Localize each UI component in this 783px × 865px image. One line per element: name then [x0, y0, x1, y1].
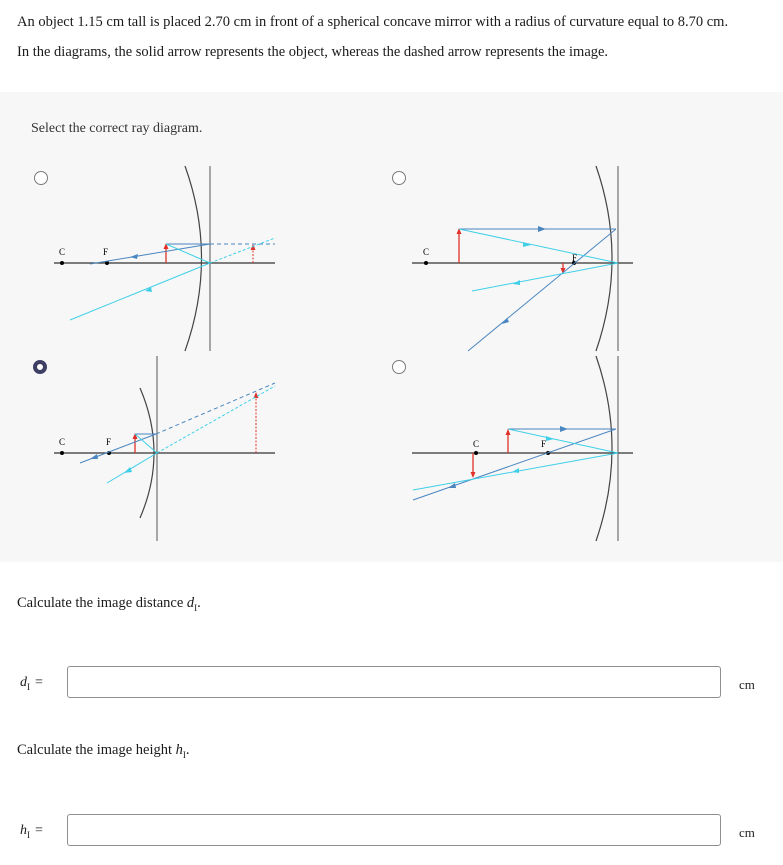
option-4-radio[interactable] [392, 360, 406, 374]
option-3-radio[interactable] [33, 360, 47, 374]
image-distance-input[interactable] [67, 666, 721, 698]
problem-statement: An object 1.15 cm tall is placed 2.70 cm in front of a spherical concave mirror with a radius of curvature equal to 8.70 cm. [17, 14, 729, 30]
image-height-input[interactable] [67, 814, 721, 846]
label-f: F [106, 437, 112, 447]
label-c: C [423, 247, 430, 257]
select-prompt: Select the correct ray diagram. [31, 121, 203, 136]
label-f: F [572, 253, 578, 263]
option-3-diagram[interactable] [50, 348, 280, 548]
distance-unit: cm [739, 677, 755, 692]
distance-label: $d_I$ = [20, 675, 43, 692]
option-2-radio[interactable] [392, 171, 406, 185]
center-point [60, 451, 64, 455]
height-unit: cm [739, 825, 755, 840]
label-f: F [541, 439, 547, 449]
center-point [60, 261, 64, 265]
label-c: C [59, 247, 66, 257]
height-label: $h_I$ = [20, 823, 43, 840]
option-1-diagram[interactable] [50, 158, 280, 358]
label-c: C [59, 437, 66, 447]
option-1-radio[interactable] [34, 171, 48, 185]
option-4-diagram[interactable] [408, 348, 638, 548]
height-prompt: Calculate the image height $h_I$. [17, 742, 190, 760]
diagram-note: In the diagrams, the solid arrow represents the object, whereas the dashed arrow represents the image. [17, 44, 609, 60]
label-f: F [103, 247, 109, 257]
distance-prompt: Calculate the image distance $d_I$. [17, 595, 201, 613]
option-2-diagram[interactable] [408, 158, 638, 358]
center-point [424, 261, 428, 265]
center-point [474, 451, 478, 455]
label-c: C [473, 439, 480, 449]
